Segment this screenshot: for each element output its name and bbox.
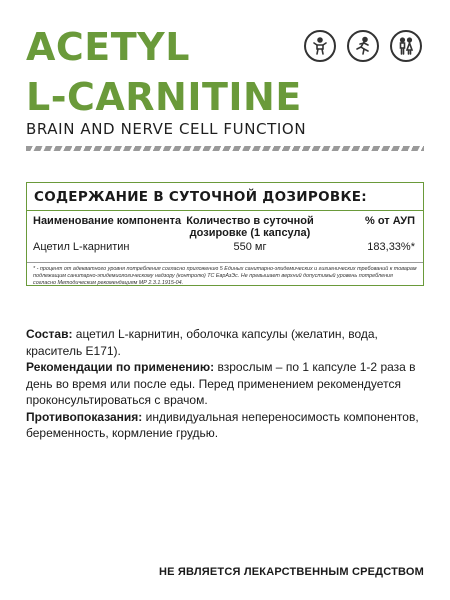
strongman-icon bbox=[304, 30, 336, 62]
table-footnote: * - процент от адекватного уровня потребления согласно приложению 5 Единых санитарно-эпидемических и гигиенических требований к товарам подлежащим санитарно-эпидемиологическому надзору (контролю) ТС ЕврАзЭс. Не превышает верхний допустимый уровень потребления согласно Методическим рекомендациям МР 2.3.1.1915-04. bbox=[33, 266, 417, 286]
contraindications-label: Противопоказания: bbox=[26, 409, 143, 424]
product-title-line2: L-CARNITINE bbox=[26, 75, 302, 119]
col-header-name: Наименование компонента bbox=[33, 215, 182, 227]
product-info bbox=[26, 326, 424, 442]
col-header-qty: Количество в суточной дозировке (1 капсула) bbox=[186, 215, 314, 239]
composition-label: Состав: bbox=[26, 327, 73, 341]
usage-label: Рекомендации по применению: bbox=[26, 360, 215, 374]
table-body bbox=[27, 211, 423, 263]
cell-qty: 550 мг bbox=[233, 241, 267, 253]
col-header-pct: % от АУП bbox=[365, 215, 415, 227]
couple-icon bbox=[390, 30, 422, 62]
decorative-stripe-divider bbox=[26, 146, 424, 151]
usage-paragraph bbox=[26, 359, 424, 409]
composition-paragraph bbox=[26, 326, 424, 359]
composition-text: ацетил L-карнитин, оболочка капсулы (желатин, вода, краситель Е171). bbox=[26, 327, 378, 358]
contraindications-paragraph bbox=[26, 409, 424, 442]
usage-text: взрослым – по 1 капсуле 1-2 раза в день во время или после еды. Перед применением рекомендуется проконсультироваться с врачом. bbox=[26, 360, 416, 407]
icon-row bbox=[304, 30, 422, 62]
product-title-line1: ACETYL bbox=[26, 25, 190, 69]
not-medicine-disclaimer: НЕ ЯВЛЯЕТСЯ ЛЕКАРСТВЕННЫМ СРЕДСТВОМ bbox=[158, 566, 424, 578]
dosage-table bbox=[26, 182, 424, 286]
table-heading: СОДЕРЖАНИЕ В СУТОЧНОЙ ДОЗИРОВКЕ: bbox=[27, 183, 423, 211]
cell-pct: 183,33%* bbox=[367, 241, 415, 253]
runner-icon bbox=[347, 30, 379, 62]
contraindications-text: индивидуальная непереносимость компонентов, беременность, кормление грудью. bbox=[26, 409, 419, 440]
cell-name: Ацетил L-карнитин bbox=[33, 241, 130, 253]
product-subtitle: BRAIN AND NERVE CELL FUNCTION bbox=[26, 120, 307, 138]
